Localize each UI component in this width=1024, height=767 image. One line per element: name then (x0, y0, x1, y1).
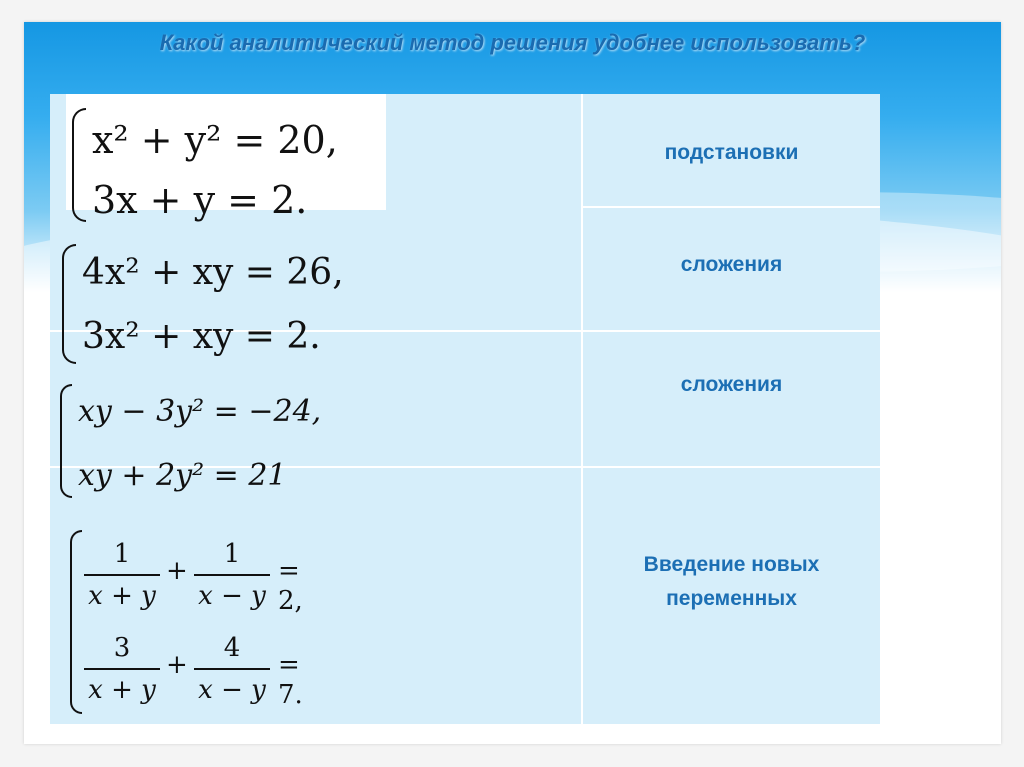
equation-line: x² + y² = 20, (92, 118, 338, 162)
system-brace (72, 108, 86, 222)
method-label: подстановки (664, 141, 799, 164)
fraction (194, 534, 270, 616)
plus-sign: + (166, 650, 188, 680)
row-divider (581, 206, 880, 208)
equation-line: 3x + y = 2. (92, 178, 308, 222)
fraction-numerator: 1 (223, 539, 241, 569)
fraction-denominator: x − y (198, 675, 266, 705)
system-brace (60, 384, 72, 498)
equation-rhs: = 2, (278, 556, 303, 616)
equation-rhs: = 7. (278, 650, 303, 710)
fraction-numerator: 4 (223, 633, 241, 663)
column-divider (581, 94, 583, 724)
fraction (84, 534, 160, 616)
equation-line: xy + 2y² = 21 (78, 458, 287, 493)
fraction-numerator: 3 (113, 633, 131, 663)
slide-title: Какой аналитический метод решения удобнее использовать? (159, 30, 866, 55)
fraction-denominator: x + y (88, 581, 156, 611)
method-label: Введение новых переменных (643, 553, 820, 610)
plus-sign: + (166, 556, 188, 586)
method-label: сложения (680, 253, 783, 276)
system-brace (70, 530, 82, 714)
equation-line: xy − 3y² = −24, (78, 394, 322, 429)
equation-line: 4x² + xy = 26, (82, 252, 344, 293)
fraction-numerator: 1 (113, 539, 131, 569)
fraction-denominator: x − y (198, 581, 266, 611)
fraction (84, 628, 160, 710)
equation-line: 3x² + xy = 2. (82, 316, 321, 357)
methods-table (50, 94, 880, 724)
system-brace (62, 244, 76, 364)
fraction-denominator: x + y (88, 675, 156, 705)
fraction (194, 628, 270, 710)
method-label: сложения (680, 373, 783, 396)
slide (24, 22, 1001, 744)
